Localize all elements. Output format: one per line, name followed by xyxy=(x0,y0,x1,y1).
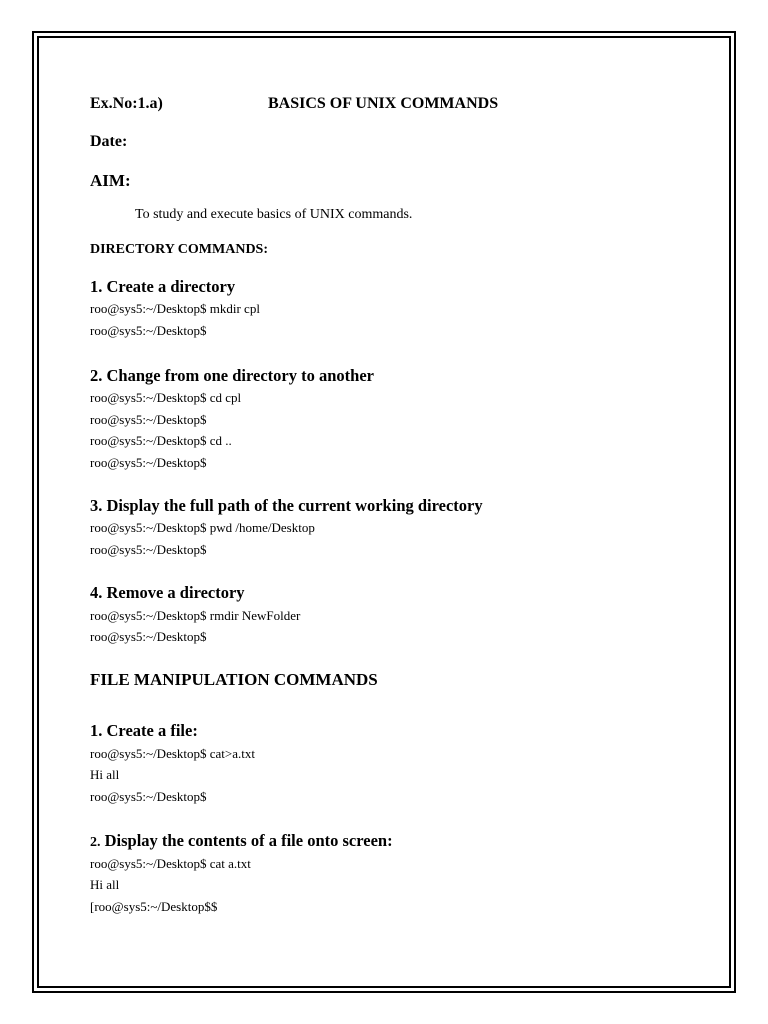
file-item-2-heading xyxy=(90,831,393,851)
file-item-1-line-2: Hi all xyxy=(90,767,120,782)
file-manipulation-heading: FILE MANIPULATION COMMANDS xyxy=(90,670,378,689)
aim-text: To study and execute basics of UNIX commands. xyxy=(135,207,413,222)
file-item-2-line-1: roo@sys5:~/Desktop$ cat a.txt xyxy=(90,856,251,871)
document-title: BASICS OF UNIX COMMANDS xyxy=(268,95,499,112)
dir-item-2-line-1: roo@sys5:~/Desktop$ cd cpl xyxy=(90,390,242,405)
dir-item-3-line-1: roo@sys5:~/Desktop$ pwd /home/Desktop xyxy=(90,520,315,535)
file-item-1-line-3: roo@sys5:~/Desktop$ xyxy=(90,789,207,804)
dir-item-4-line-1: roo@sys5:~/Desktop$ rmdir NewFolder xyxy=(90,608,301,623)
dir-item-1-line-2: roo@sys5:~/Desktop$ xyxy=(90,323,207,338)
dir-item-2-line-4: roo@sys5:~/Desktop$ xyxy=(90,455,207,470)
dir-item-2-line-2: roo@sys5:~/Desktop$ xyxy=(90,412,207,427)
file-item-2-line-3: [roo@sys5:~/Desktop$$ xyxy=(90,899,218,914)
dir-item-4-heading: 4. Remove a directory xyxy=(90,583,245,602)
dir-item-3-heading: 3. Display the full path of the current working directory xyxy=(90,496,483,515)
dir-item-2-line-3: roo@sys5:~/Desktop$ cd .. xyxy=(90,433,232,448)
dir-item-3-line-2: roo@sys5:~/Desktop$ xyxy=(90,542,207,557)
dir-item-4-line-2: roo@sys5:~/Desktop$ xyxy=(90,629,207,644)
file-item-1-line-1: roo@sys5:~/Desktop$ cat>a.txt xyxy=(90,746,255,761)
aim-label: AIM: xyxy=(90,171,131,190)
file-item-2-heading-text: Display the contents of a file onto screen: xyxy=(100,831,393,850)
file-item-1-heading: 1. Create a file: xyxy=(90,721,198,740)
date-label: Date: xyxy=(90,133,128,150)
dir-item-1-line-1: roo@sys5:~/Desktop$ mkdir cpl xyxy=(90,301,260,316)
exercise-number: Ex.No:1.a) xyxy=(90,95,163,112)
file-item-2-heading-number: 2. xyxy=(90,835,101,850)
file-item-2-line-2: Hi all xyxy=(90,877,120,892)
directory-commands-heading: DIRECTORY COMMANDS: xyxy=(90,242,269,257)
dir-item-1-heading: 1. Create a directory xyxy=(90,277,236,296)
dir-item-2-heading: 2. Change from one directory to another xyxy=(90,366,374,385)
